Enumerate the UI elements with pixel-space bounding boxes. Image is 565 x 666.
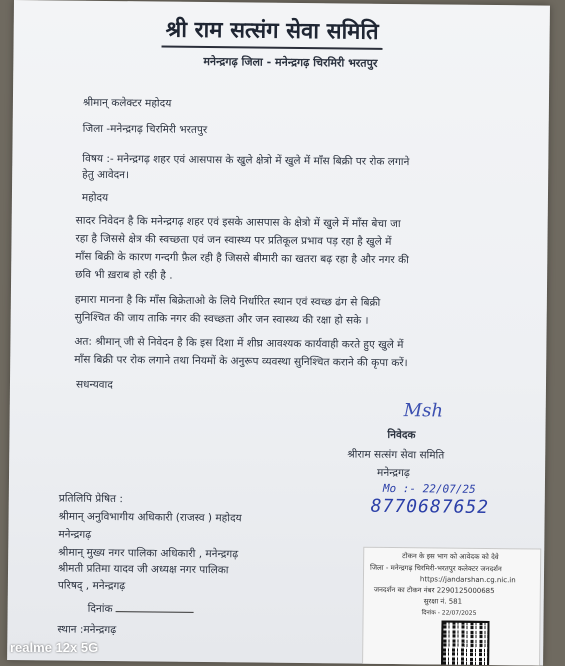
handwritten-date: Mo :- 22/07/25: [382, 481, 476, 496]
subject-line-1: विषय :- मनेन्द्रगढ़ शहर एवं आसपास के खुले क्षेत्रो में खुले में माँस बिक्री पर रोक लगाने: [82, 152, 410, 169]
place-label: स्थान :मनेन्द्रगढ़: [57, 623, 117, 637]
letterhead-address: मनेन्द्रगढ़ जिला - मनेन्द्रगढ़ चिरमिरी भरतपुर: [203, 54, 378, 70]
token-date: दिनांक - 22/07/2025: [421, 609, 477, 617]
letterhead-title: श्री राम सत्संग सेवा समिति: [162, 14, 383, 50]
signature-place: मनेन्द्रगढ़: [377, 466, 410, 480]
letter-page: [7, 0, 550, 666]
handwritten-phone: 8770687652: [370, 495, 490, 519]
copy-heading: प्रतिलिपि प्रेषित :: [58, 492, 124, 506]
body-line: रहा है जिससे क्षेत्र की स्वच्छता एवं जन स्वास्थ्य पर प्रतिकूल प्रभाव पड़ रहा है खुले में: [75, 232, 392, 248]
copy-line: श्रीमान् मुख्य नगर पालिका अधिकारी , मनेन्द्रगढ़: [58, 546, 239, 561]
body-line: अत: श्रीमान् जी से निवेदन है कि इस दिशा में शीघ्र आवश्यक कार्यवाही करते हुए खुले में: [74, 335, 404, 352]
closing-text: सधन्यवाद: [75, 378, 113, 392]
body-line: सादर निवेदन है कि मनेन्द्रगढ़ शहर एवं इसके आसपास के क्षेत्रो में खुले में माँस बेचा जा: [75, 214, 401, 231]
token-line: टोकन के इस भाग को आवेदक को देवे: [402, 552, 499, 562]
salutation: महोदय: [81, 191, 109, 204]
recipient-line-2: जिला -मनेन्द्रगढ़ चिरमिरी भरतपुर: [82, 122, 208, 137]
date-blank-line: [116, 601, 194, 613]
date-label: दिनांक: [87, 602, 113, 616]
copy-line: श्रीमती प्रतिमा यादव जी अध्यक्ष नगर पालिका: [57, 562, 229, 577]
camera-watermark: realme 12x 5G: [10, 640, 99, 655]
body-line: सुनिश्चित की जाय ताकि नगर की स्वच्छता और जन स्वास्थ्य की रक्षा हो सके ।: [74, 311, 369, 327]
subject-line-2: हेतु आवेदन।: [82, 168, 130, 182]
body-line: हमारा मानना है कि माँस बिक्रेताओ के लिये निर्धारित स्थान एवं स्वच्छ ढंग से बिक्री: [74, 293, 381, 309]
token-url: https://jandarshan.cg.nic.in: [419, 575, 516, 585]
copy-line: श्रीमान् अनुविभागीय अधिकारी (राजस्व ) महोदय: [58, 510, 242, 525]
signature-org: श्रीराम सत्संग सेवा समिति: [347, 448, 445, 462]
jandarshan-token-slip: [362, 547, 541, 666]
body-line: माँस बिक्री के कारण गन्दगी फ़ैल रही है जिससे बीमारी का खतरा बढ़ रहा है और नगर की: [75, 250, 409, 267]
body-line: माँस बिक्री पर रोक लगाने तथा नियमों के अनुरूप व्यवस्था सुनिश्चित कराने की कृपा करें।: [74, 353, 408, 370]
token-security: सुरक्षा नं. 581: [423, 597, 463, 606]
recipient-line-1: श्रीमान् कलेक्टर महोदय: [82, 96, 172, 110]
body-line: छवि भी ख़राब हो रही है .: [75, 268, 173, 282]
date-field: [88, 601, 194, 617]
signature-label: निवेदक: [387, 428, 416, 442]
signature-mark: Msh: [403, 400, 444, 422]
qr-code: [441, 621, 490, 666]
copy-line: मनेन्द्रगढ़: [58, 528, 92, 541]
token-line: जिला - मनेन्द्रगढ़ चिरमिरी-भरतपुर कलेक्टर जनदर्शन: [370, 563, 502, 574]
token-number: जनदर्शन का टोकन नंबर 2290125000685: [373, 585, 495, 596]
copy-line: परिषद् , मनेन्द्रगढ़: [57, 579, 126, 593]
